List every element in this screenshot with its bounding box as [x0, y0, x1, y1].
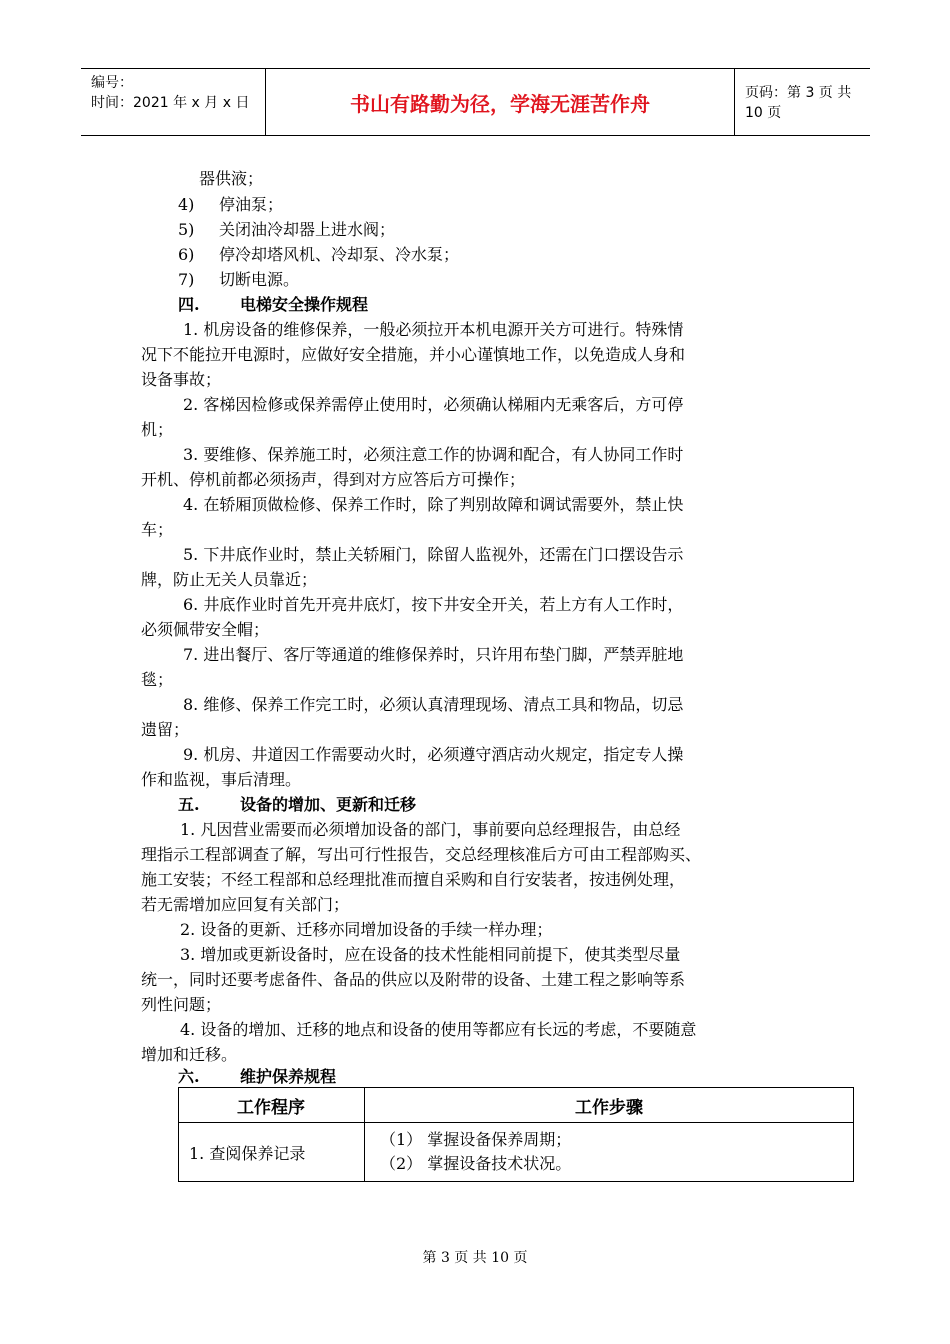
list-item: [178, 245, 459, 265]
page-footer: 第 3 页 共 10 页: [422, 1250, 528, 1266]
table-header-procedure: 工作程序: [179, 1088, 365, 1123]
time-label: 时间：2021 年 x 月 x 日: [91, 95, 250, 111]
paragraph-line: 施工安装；不经工程部和总经理批准而擅自采购和自行安装者，按违例处理，: [141, 870, 686, 889]
list-text: 切断电源。: [219, 270, 300, 289]
paragraph-line: 2. 客梯因检修或保养需停止使用时，必须确认梯厢内无乘客后，方可停: [183, 395, 684, 414]
list-number: 7): [178, 270, 195, 289]
paragraph-line: 设备事故；: [141, 370, 222, 389]
paragraph-line: 作和监视，事后清理。: [141, 770, 302, 789]
code-label: 编号：: [91, 75, 133, 91]
text-line: 器供液；: [199, 169, 264, 188]
list-text: 停冷却塔风机、冷却泵、冷水泵；: [219, 245, 460, 264]
paragraph-line: 4. 设备的增加、迁移的地点和设备的使用等都应有长远的考虑，不要随意: [180, 1020, 697, 1039]
paragraph-line: 理指示工程部调查了解，写出可行性报告，交总经理核准后方可由工程部购买、: [141, 845, 702, 864]
paragraph-line: 况下不能拉开电源时，应做好安全措施，并小心谨慎地工作，以免造成人身和: [141, 345, 686, 364]
paragraph-line: 6. 井底作业时首先开亮井底灯，按下井安全开关，若上方有人工作时，: [183, 595, 684, 614]
paragraph-line: 车；: [141, 520, 174, 539]
list-item: [178, 270, 299, 290]
paragraph-line: 增加和迁移。: [141, 1045, 238, 1064]
paragraph-line: 2. 设备的更新、迁移亦同增加设备的手续一样办理；: [180, 920, 553, 939]
paragraph-line: 5. 下井底作业时，禁止关轿厢门，除留人监视外，还需在门口摆设告示: [183, 545, 684, 564]
section-number: 四.: [178, 295, 200, 314]
header-page-info: 页码：第 3 页 共 10 页: [745, 85, 852, 121]
paragraph-line: 7. 进出餐厅、客厅等通道的维修保养时，只许用布垫门脚，严禁弄脏地: [183, 645, 684, 664]
section-title: 设备的增加、更新和迁移: [240, 795, 417, 814]
paragraph-line: 9. 机房、井道因工作需要动火时，必须遵守酒店动火规定，指定专人操: [183, 745, 684, 764]
paragraph-line: 8. 维修、保养工作完工时，必须认真清理现场、清点工具和物品，切忌: [183, 695, 684, 714]
paragraph-line: 开机、停机前都必须扬声，得到对方应答后方可操作；: [141, 470, 526, 489]
table-cell-steps: [365, 1123, 854, 1182]
step-item: （1） 掌握设备保养周期；: [380, 1130, 572, 1149]
maintenance-table: [178, 1087, 854, 1182]
header-meta: [81, 69, 266, 135]
paragraph-line: 1. 凡因营业需要而必须增加设备的部门，事前要向总经理报告，由总经: [180, 820, 681, 839]
paragraph-line: 机；: [141, 420, 174, 439]
section-title: 维护保养规程: [240, 1067, 337, 1086]
header-motto: 书山有路勤为径，学海无涯苦作舟: [266, 69, 735, 135]
paragraph-line: 牌，防止无关人员靠近；: [141, 570, 318, 589]
paragraph-line: 统一，同时还要考虑备件、备品的供应以及附带的设备、土建工程之影响等系: [141, 970, 686, 989]
list-number: 5): [178, 220, 195, 239]
list-number: 6): [178, 245, 195, 264]
paragraph-line: 必须佩带安全帽；: [141, 620, 270, 639]
paragraph-line: 若无需增加应回复有关部门；: [141, 895, 350, 914]
paragraph-line: 1. 机房设备的维修保养，一般必须拉开本机电源开关方可进行。特殊情: [183, 320, 684, 339]
paragraph-line: 毯；: [141, 670, 174, 689]
paragraph-line: 3. 增加或更新设备时，应在设备的技术性能相同前提下，使其类型尽量: [180, 945, 681, 964]
section-heading: [178, 295, 368, 315]
list-item: [178, 195, 283, 215]
list-item: [178, 220, 395, 240]
table-header-row: [179, 1088, 854, 1123]
paragraph-line: 遗留；: [141, 720, 190, 739]
section-heading: [178, 795, 416, 815]
paragraph-line: 列性问题；: [141, 995, 222, 1014]
list-text: 关闭油冷却器上进水阀；: [219, 220, 396, 239]
table-header-steps: 工作步骤: [365, 1088, 854, 1123]
section-heading: [178, 1067, 336, 1087]
paragraph-line: 4. 在轿厢顶做检修、保养工作时，除了判别故障和调试需要外，禁止快: [183, 495, 684, 514]
section-title: 电梯安全操作规程: [240, 295, 369, 314]
paragraph-line: 3. 要维修、保养施工时，必须注意工作的协调和配合，有人协同工作时: [183, 445, 684, 464]
section-number: 六.: [178, 1067, 200, 1086]
section-number: 五.: [178, 795, 200, 814]
table-row: [179, 1123, 854, 1182]
table-cell-procedure: 1. 查阅保养记录: [179, 1123, 365, 1182]
page-header: [81, 68, 870, 136]
step-item: （2） 掌握设备技术状况。: [380, 1154, 572, 1173]
list-number: 4): [178, 195, 195, 214]
list-text: 停油泵；: [219, 195, 284, 214]
